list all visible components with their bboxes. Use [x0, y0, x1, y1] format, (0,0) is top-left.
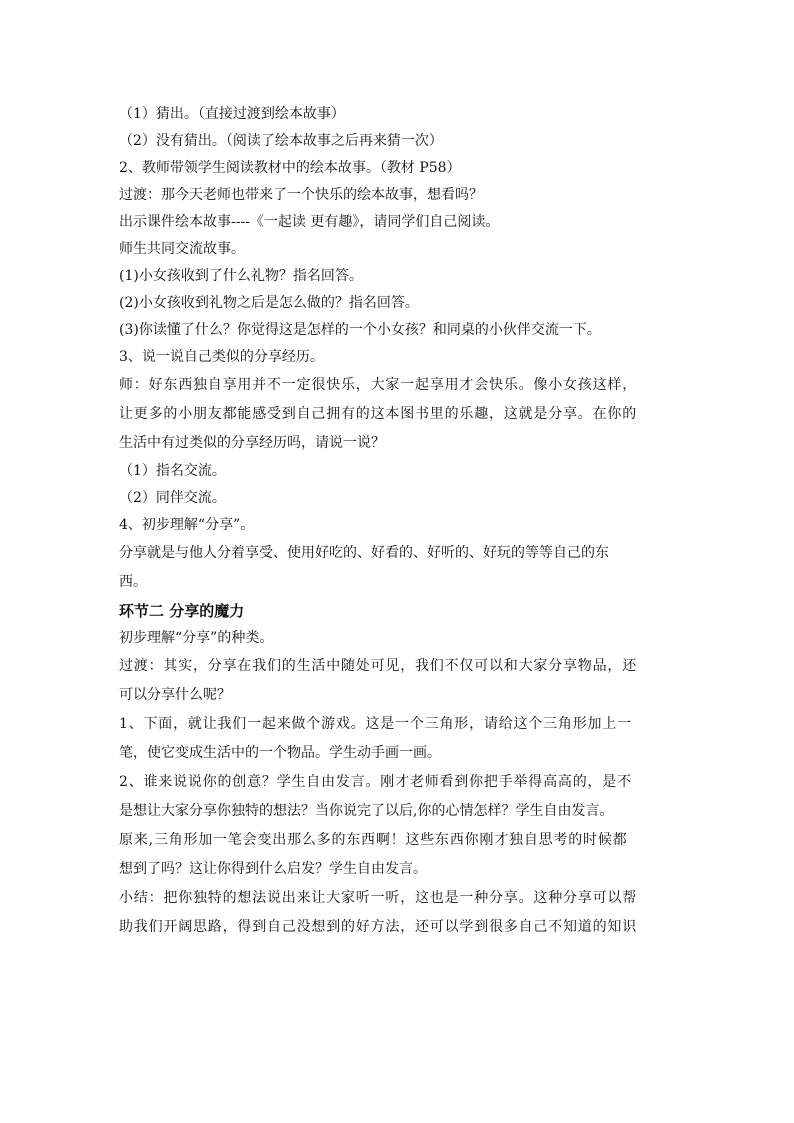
text-line: 2、谁来说说你的创意？学生自由发言。刚才老师看到你把手举得高高的，是不 [119, 774, 632, 790]
text-line: 过渡：那今天老师也带来了一个快乐的绘本故事，想看吗？ [119, 187, 483, 203]
text-line: （2）同伴交流。 [119, 490, 226, 506]
text-line: 3、说一说自己类似的分享经历。 [119, 349, 324, 365]
text-line: 可以分享什么呢？ [119, 687, 231, 703]
text-line: 过渡：其实，分享在我们的生活中随处可见，我们不仅可以和大家分享物品，还 [119, 658, 637, 674]
text-line: (2)小女孩收到礼物之后是怎么做的？指名回答。 [119, 295, 419, 311]
text-line: 助我们开阔思路，得到自己没想到的好方法，还可以学到很多自己不知道的知识 [119, 919, 637, 935]
text-line: 4、初步理解“分享”。 [119, 517, 255, 533]
text-line: 小结：把你独特的想法说出来让大家听一听，这也是一种分享。这种分享可以帮 [119, 890, 637, 906]
text-line: 初步理解“分享”的种类。 [119, 630, 274, 646]
text-line: 西。 [119, 574, 147, 590]
text-line: 原来,三角形加一笔会变出那么多的东西啊！这些东西你刚才独自思考的时候都 [119, 832, 628, 848]
text-line: 师：好东西独自享用并不一定很快乐，大家一起享用才会快乐。像小女孩这样， [119, 377, 637, 393]
section-heading: 环节二 分享的魔力 [119, 602, 245, 620]
text-line: 分享就是与他人分着享受、使用好吃的、好看的、好听的、好玩的等等自己的东 [119, 545, 609, 561]
text-line: 2、教师带领学生阅读教材中的绘本故事。（教材 P58） [119, 160, 461, 176]
document-body [119, 101, 679, 942]
text-line: （1）指名交流。 [119, 463, 226, 479]
text-line: 想到了吗？这让你得到什么启发？学生自由发言。 [119, 861, 427, 877]
text-line: (3)你读懂了什么？你觉得这是怎样的一个小女孩？和同桌的小伙伴交流一下。 [119, 322, 601, 338]
text-line: (1)小女孩收到了什么礼物？指名回答。 [119, 268, 363, 284]
text-line: 出示课件绘本故事----《一起读 更有趣》，请同学们自己阅读。 [119, 214, 500, 230]
text-line: （1）猜出。（直接过渡到绘本故事） [119, 106, 345, 122]
text-line: 笔，使它变成生活中的一个物品。学生动手画一画。 [119, 745, 441, 761]
text-line: 是想让大家分享你独特的想法？当你说完了以后,你的心情怎样？学生自由发言。 [119, 803, 614, 819]
text-line: （2）没有猜出。（阅读了绘本故事之后再来猜一次） [119, 133, 443, 149]
text-line: 让更多的小朋友都能感受到自己拥有的这本图书里的乐趣，这就是分享。在你的 [119, 406, 637, 422]
text-line: 生活中有过类似的分享经历吗，请说一说？ [119, 435, 385, 451]
text-line: 1、下面，就让我们一起来做个游戏。这是一个三角形，请给这个三角形加上一 [119, 716, 632, 732]
text-line: 师生共同交流故事。 [119, 241, 245, 257]
